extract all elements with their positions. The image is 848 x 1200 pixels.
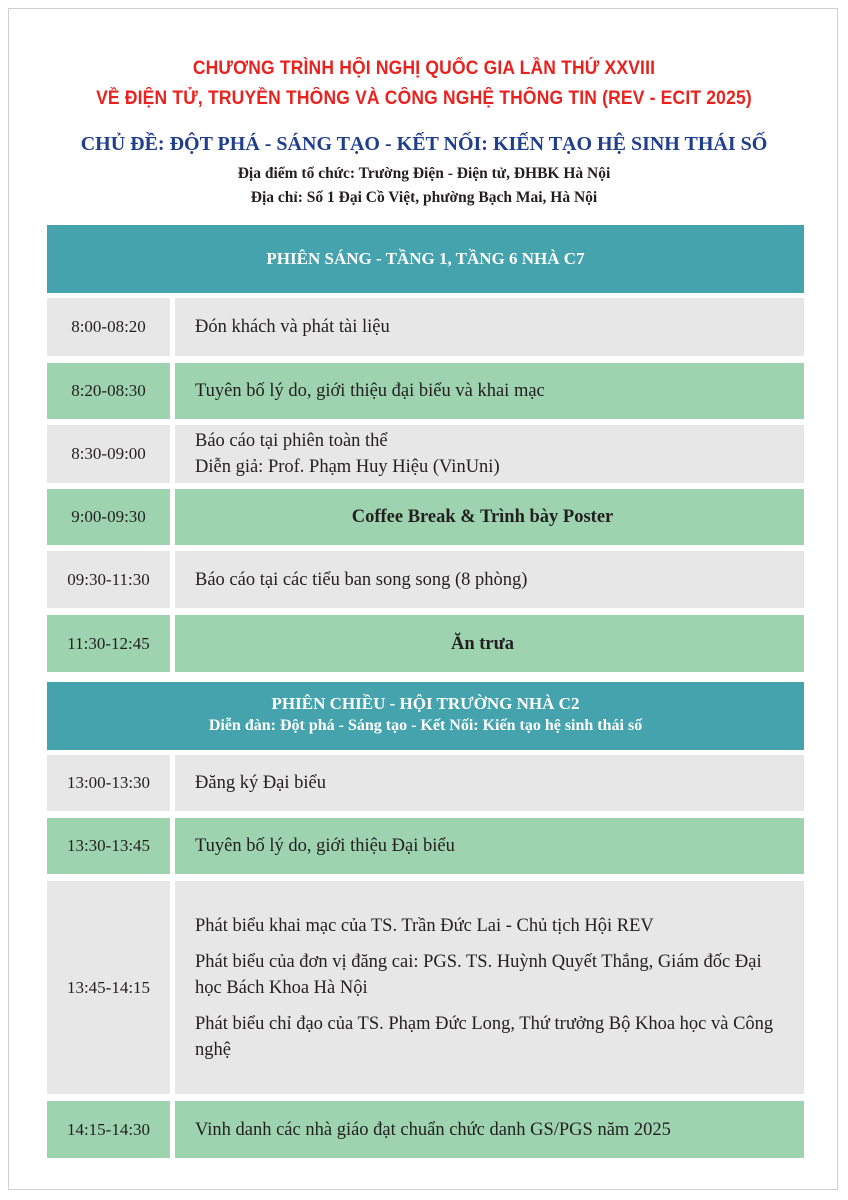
time-cell: 8:20-08:30	[47, 363, 170, 419]
venue-text: Địa điểm tổ chức: Trường Điện - Điện tử, ĐHBK Hà Nội	[237, 165, 611, 182]
activity-cell: Đăng ký Đại biểu	[175, 755, 804, 811]
morning-session-header: PHIÊN SÁNG - TẦNG 1, TẦNG 6 NHÀ C7	[47, 225, 804, 293]
speech-item: Phát biểu khai mạc của TS. Trần Đức Lai - Chủ tịch Hội REV	[195, 915, 654, 936]
activity-cell	[175, 425, 804, 483]
activity-cell	[175, 881, 804, 1094]
schedule-row	[47, 551, 804, 608]
time-cell: 13:30-13:45	[47, 818, 170, 874]
schedule-row	[47, 755, 804, 811]
time-cell: 13:00-13:30	[47, 755, 170, 811]
schedule-row	[47, 881, 804, 1094]
forum-subtitle: Diễn đàn: Đột phá - Sáng tạo - Kết Nối: Kiến tạo hệ sinh thái số	[208, 717, 643, 734]
speaker-line: Diễn giả: Prof. Phạm Huy Hiệu (VinUni)	[195, 457, 500, 477]
afternoon-session-title: PHIÊN CHIỀU - HỘI TRƯỜNG NHÀ C2	[271, 694, 580, 713]
time-cell: 13:45-14:15	[47, 881, 170, 1094]
schedule-row	[47, 818, 804, 874]
schedule-row	[47, 298, 804, 356]
schedule-row	[47, 489, 804, 545]
activity-line: Báo cáo tại phiên toàn thể	[195, 431, 388, 451]
activity-cell: Đón khách và phát tài liệu	[175, 298, 804, 356]
time-cell: 14:15-14:30	[47, 1101, 170, 1158]
activity-cell: Tuyên bố lý do, giới thiệu đại biểu và khai mạc	[175, 363, 804, 419]
address-text: Địa chỉ: Số 1 Đại Cồ Việt, phường Bạch Mai, Hà Nội	[250, 189, 598, 206]
activity-cell: Tuyên bố lý do, giới thiệu Đại biểu	[175, 818, 804, 874]
schedule-row	[47, 615, 804, 672]
speech-item: Phát biểu chỉ đạo của TS. Phạm Đức Long, Thứ trưởng Bộ Khoa học và Công nghệ	[195, 1013, 774, 1060]
title-line-2: VỀ ĐIỆN TỬ, TRUYỀN THÔNG VÀ CÔNG NGHỆ THÔNG TIN (REV - ECIT 2025)	[96, 88, 752, 109]
title-line-1: CHƯƠNG TRÌNH HỘI NGHỊ QUỐC GIA LẦN THỨ XXVIII	[192, 58, 656, 79]
schedule-row	[47, 425, 804, 483]
activity-cell: Báo cáo tại các tiểu ban song song (8 phòng)	[175, 551, 804, 608]
activity-cell: Vinh danh các nhà giáo đạt chuẩn chức danh GS/PGS năm 2025	[175, 1101, 804, 1158]
time-cell: 9:00-09:30	[47, 489, 170, 545]
afternoon-session-header	[47, 682, 804, 750]
schedule-row	[47, 1101, 804, 1158]
time-cell: 8:30-09:00	[47, 425, 170, 483]
time-cell: 11:30-12:45	[47, 615, 170, 672]
schedule-row	[47, 363, 804, 419]
theme-heading: CHỦ ĐỀ: ĐỘT PHÁ - SÁNG TẠO - KẾT NỐI: KIẾN TẠO HỆ SINH THÁI SỐ	[80, 133, 768, 155]
activity-cell: Ăn trưa	[175, 615, 804, 672]
time-cell: 09:30-11:30	[47, 551, 170, 608]
activity-cell: Coffee Break & Trình bày Poster	[175, 489, 804, 545]
speech-item: Phát biểu của đơn vị đăng cai: PGS. TS. Huỳnh Quyết Thắng, Giám đốc Đại học Bách Khoa Hà Nội	[195, 951, 762, 998]
time-cell: 8:00-08:20	[47, 298, 170, 356]
